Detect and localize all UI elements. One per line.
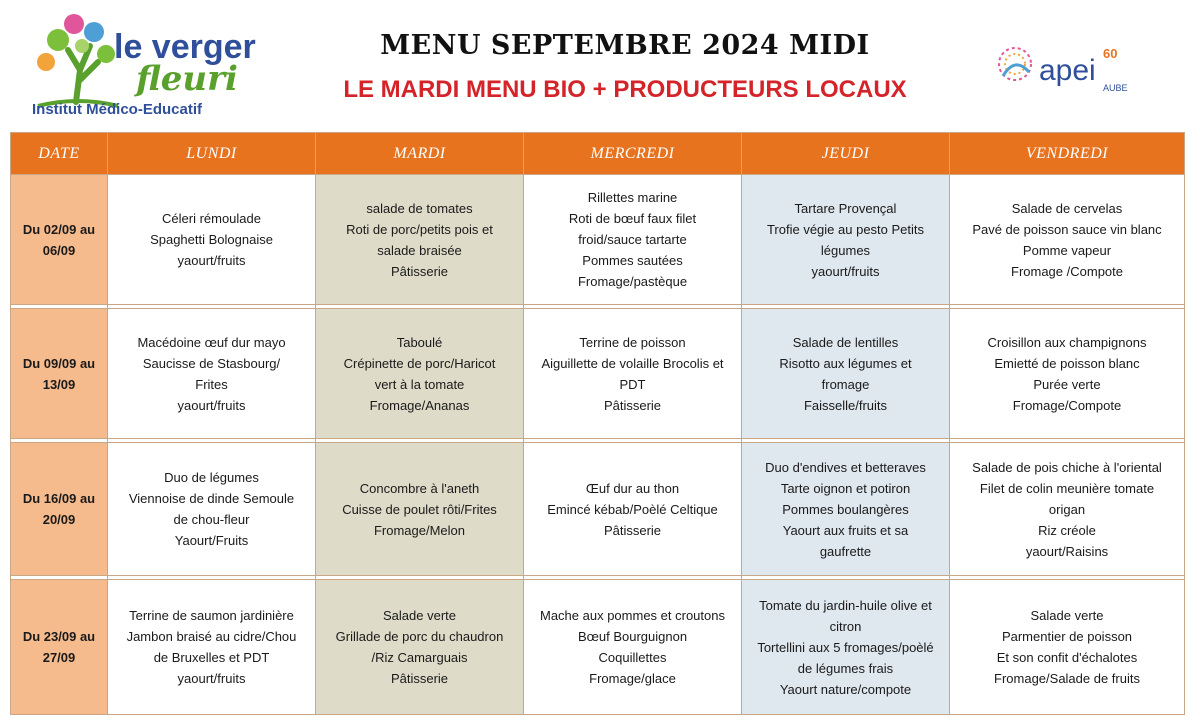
dish-line: Risotto aux légumes et [779, 355, 912, 371]
header-row [11, 133, 1185, 175]
menu-title: MENU SEPTEMBRE 2024 MIDI [380, 30, 870, 61]
dish-line: Fromage/glace [589, 671, 676, 686]
apei-region: AUBE [1103, 83, 1128, 93]
dish-line: Saucisse de Stasbourg/ [142, 355, 281, 371]
dish-line: Pâtisserie [603, 522, 662, 538]
meal-cell-lundi [108, 443, 316, 576]
meal-cell-mercredi [524, 443, 742, 576]
dish-line: Terrine de poisson [579, 334, 686, 350]
meal-cell-vendredi [950, 309, 1185, 439]
logo-line1: le verger [114, 28, 256, 66]
dish-line: Pommes boulangères [782, 501, 909, 517]
dish-line: Macédoine œuf dur mayo [137, 334, 286, 350]
week-date-cell [11, 443, 108, 576]
dish-line: Mache aux pommes et croutons [540, 608, 725, 623]
meal-cell-mercredi [524, 175, 742, 305]
dish-line: Fromage/Ananas [369, 397, 470, 413]
dish-line: Salade de pois chiche à l'oriental [972, 459, 1162, 475]
dish-line: Fromage/Melon [373, 522, 466, 538]
dish-line: Filet de colin meunière tomate [979, 480, 1155, 496]
dish-line: /Riz Camarguais [371, 650, 468, 665]
week-row [11, 443, 1185, 576]
menu-subtitle: LE MARDI MENU BIO + PRODUCTEURS LOCAUX [343, 76, 907, 103]
meal-cell-mercredi [524, 309, 742, 439]
dish-line: Œuf dur au thon [585, 480, 680, 496]
dish-line: Fromage/pastèque [577, 274, 688, 289]
week-row [11, 175, 1185, 305]
meal-cell-mercredi [524, 580, 742, 715]
dish-line: Salade de lentilles [792, 334, 899, 350]
dish-line: salade braisée [377, 242, 462, 258]
dish-line: Parmentier de poisson [1001, 629, 1133, 644]
dish-line: Terrine de saumon jardinière [129, 608, 294, 623]
dish-line: Aiguillette de volaille Brocolis et [541, 355, 724, 371]
meal-cell-mardi [316, 443, 524, 576]
dish-line: Crépinette de porc/Haricot [343, 355, 496, 371]
meal-cell-lundi [108, 175, 316, 305]
meal-cell-jeudi [742, 580, 950, 715]
dish-line: Duo d'endives et betteraves [765, 459, 926, 475]
dish-line: Coquillettes [598, 650, 667, 665]
dish-line: de Bruxelles et PDT [153, 650, 270, 665]
dish-line: Frites [195, 376, 228, 392]
meal-cell-jeudi [742, 309, 950, 439]
dish-line: gaufrette [819, 543, 872, 559]
dish-line: Tortellini aux 5 fromages/poèlé [757, 639, 934, 655]
dish-line: Pâtisserie [603, 397, 662, 413]
apei-logo [985, 38, 1150, 93]
dish-line: Salade verte [1030, 608, 1104, 623]
dish-line: légumes [820, 242, 871, 258]
week-date-cell [11, 309, 108, 439]
dish-line: Pomme vapeur [1022, 242, 1112, 258]
dish-line: Fromage/Compote [1012, 397, 1122, 413]
dish-line: Bœuf Bourguignon [577, 629, 688, 644]
meal-cell-mardi [316, 309, 524, 439]
dish-line: Concombre à l'aneth [359, 480, 480, 496]
dish-line: Yaourt nature/compote [779, 681, 912, 697]
column-header-mercredi: MERCREDI [524, 133, 742, 175]
apei-name: apei [1039, 54, 1096, 87]
column-header-lundi: LUNDI [108, 133, 316, 175]
week-date-cell [11, 580, 108, 715]
dish-line: Pavé de poisson sauce vin blanc [972, 221, 1162, 237]
dish-line: Pâtisserie [390, 263, 449, 279]
logo-line2: fleuri [136, 59, 238, 99]
dish-line: Céleri rémoulade [162, 211, 261, 226]
dish-line: yaourt/Raisins [1025, 543, 1109, 559]
dish-line: Yaourt aux fruits et sa [782, 522, 909, 538]
menu-table [10, 132, 1185, 715]
meal-cell-jeudi [742, 175, 950, 305]
apei-emblem-icon [985, 38, 1150, 93]
dish-line: Tarte oignon et potiron [780, 480, 911, 496]
dish-line: Riz créole [1038, 522, 1096, 538]
dish-line: Fromage/Salade de fruits [994, 671, 1140, 686]
dish-line: vert à la tomate [374, 376, 465, 392]
dish-line: Et son confit d'échalotes [996, 650, 1138, 665]
apei-badge: 60 [1103, 46, 1118, 61]
date-line: 13/09 [42, 376, 76, 392]
meal-cell-mardi [316, 580, 524, 715]
meal-cell-lundi [108, 580, 316, 715]
logo-tagline: Institut Médico-Educatif [32, 101, 202, 118]
column-header-date: DATE [11, 133, 108, 175]
dish-line: Duo de légumes [164, 470, 259, 485]
dish-line: yaourt/fruits [177, 253, 246, 268]
date-line: Du 02/09 au [22, 221, 96, 237]
dish-line: Pommes sautées [582, 253, 683, 268]
dish-line: Pâtisserie [390, 671, 449, 686]
dish-line: citron [829, 618, 862, 634]
dish-line: Taboulé [396, 334, 443, 350]
dish-line: Tartare Provençal [794, 200, 897, 216]
tree-hands-icon [18, 10, 278, 120]
dish-line: Croisillon aux champignons [987, 334, 1147, 350]
dish-line: Emincé kébab/Poèlé Celtique [547, 501, 718, 517]
dish-line: Cuisse de poulet rôti/Frites [342, 501, 497, 517]
column-header-jeudi: JEUDI [742, 133, 950, 175]
dish-line: salade de tomates [366, 200, 473, 216]
meal-cell-lundi [108, 309, 316, 439]
dish-line: Grillade de porc du chaudron [335, 629, 504, 644]
dish-line: origan [1048, 501, 1086, 517]
dish-line: Faisselle/fruits [803, 397, 888, 413]
column-header-vendredi: VENDREDI [950, 133, 1185, 175]
dish-line: Viennoise de dinde Semoule [128, 491, 295, 506]
dish-line: Roti de porc/petits pois et [346, 221, 493, 237]
dish-line: yaourt/fruits [811, 263, 880, 279]
week-row [11, 309, 1185, 439]
column-header-mardi: MARDI [316, 133, 524, 175]
dish-line: PDT [619, 376, 646, 392]
meal-cell-vendredi [950, 443, 1185, 576]
dish-line: Salade de cervelas [1011, 200, 1123, 216]
dish-line: Emietté de poisson blanc [994, 355, 1140, 371]
verger-fleuri-logo [18, 10, 278, 120]
dish-line: Purée verte [1033, 376, 1101, 392]
dish-line: yaourt/fruits [177, 671, 246, 686]
dish-line: Rillettes marine [587, 190, 678, 205]
date-line: Du 16/09 au [22, 491, 96, 506]
dish-line: Spaghetti Bolognaise [150, 232, 273, 247]
week-date-cell [11, 175, 108, 305]
date-line: 27/09 [42, 650, 76, 665]
dish-line: froid/sauce tartarte [578, 232, 687, 247]
meal-cell-mardi [316, 175, 524, 305]
dish-line: Roti de bœuf faux filet [568, 211, 697, 226]
dish-line: Salade verte [383, 608, 456, 623]
dish-line: Jambon braisé au cidre/Chou [126, 629, 297, 644]
date-line: 06/09 [42, 242, 76, 258]
week-row [11, 580, 1185, 715]
dish-line: Fromage /Compote [1011, 263, 1123, 279]
date-line: Du 09/09 au [22, 355, 96, 371]
date-line: Du 23/09 au [22, 629, 96, 644]
dish-line: Trofie végie au pesto Petits [766, 221, 925, 237]
meal-cell-jeudi [742, 443, 950, 576]
meal-cell-vendredi [950, 580, 1185, 715]
dish-line: Tomate du jardin-huile olive et [759, 597, 932, 613]
dish-line: yaourt/fruits [177, 397, 246, 413]
date-line: 20/09 [42, 512, 76, 527]
dish-line: fromage [821, 376, 870, 392]
meal-cell-vendredi [950, 175, 1185, 305]
dish-line: de légumes frais [797, 660, 894, 676]
dish-line: de chou-fleur [173, 512, 250, 527]
dish-line: Yaourt/Fruits [174, 533, 249, 548]
